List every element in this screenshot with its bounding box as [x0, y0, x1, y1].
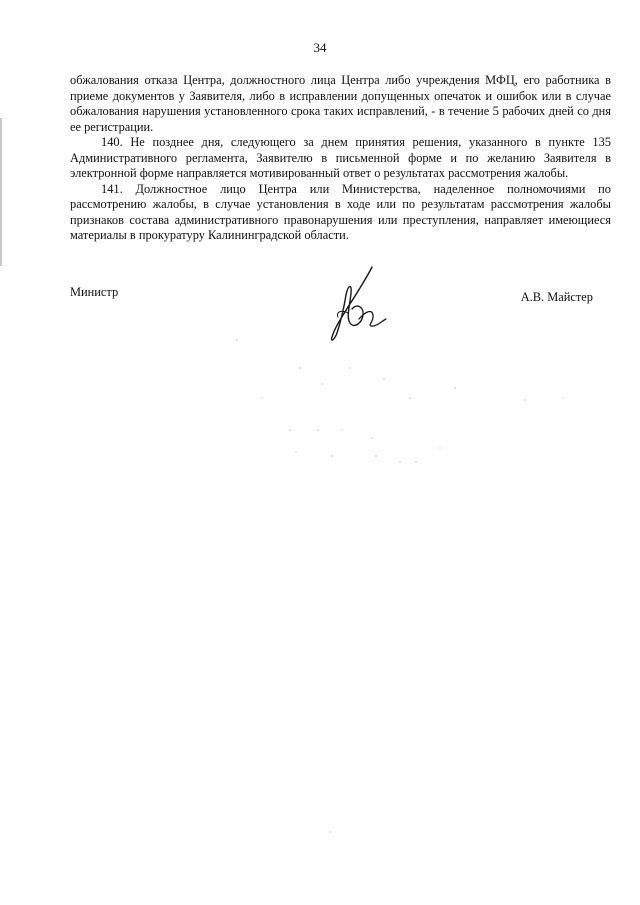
signatory-title: Министр [70, 285, 119, 299]
signatory-name: А.В. Майстер [520, 290, 593, 304]
paragraph-continuation: обжалования отказа Центра, должностного лица Центра либо учреждения МФЦ, его работника в приеме документов у Заявителя, либо в исправлении допущенных опечаток и ошибок или в случае обжалования нарушения установленного срока таких исправлений, - в течение 5 рабочих дней со дня ее регистрации. [70, 73, 611, 134]
document-body [70, 73, 611, 244]
paragraph-140: 140. Не позднее дня, следующего за днем принятия решения, указанного в пункте 135 Административного регламента, Заявителю в письменной форме и по желанию Заявителя в электронной форме направляется мотивированный ответ о результатах рассмотрения жалобы. [70, 135, 611, 180]
page-number: 34 [313, 40, 327, 55]
scan-edge-mark [0, 118, 2, 266]
paragraph-141: 141. Должностное лицо Центра или Министерства, наделенное полномочиями по рассмотрению жалобы, в случае установления в ходе или по результатам рассмотрения жалобы признаков состава административного правонарушения или преступления, направляет имеющиеся материалы в прокуратуру Калининградской области. [70, 181, 611, 242]
handwritten-signature-icon [326, 263, 390, 343]
